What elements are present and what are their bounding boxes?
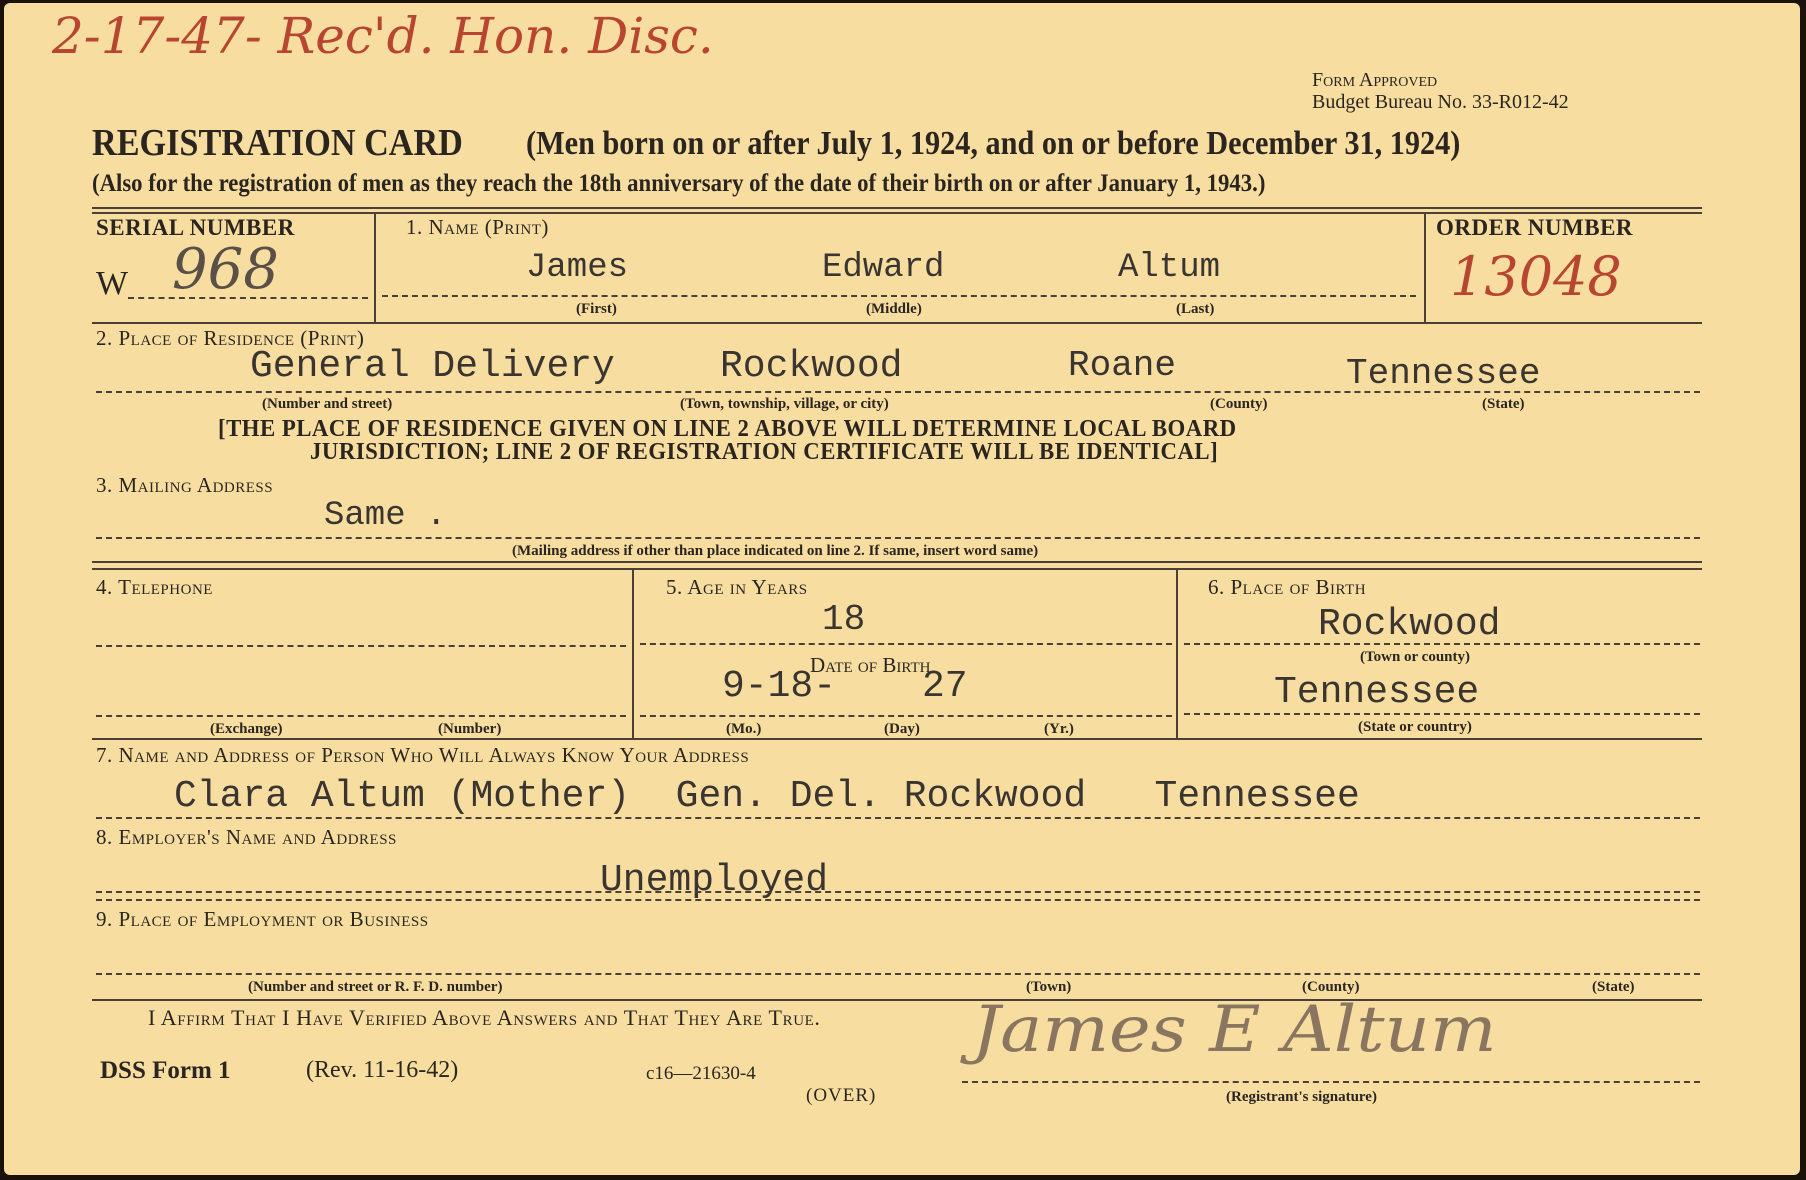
mailing-address-label: 3. Mailing Address bbox=[96, 473, 274, 497]
employment-street-caption: (Number and street or R. F. D. number) bbox=[248, 979, 503, 995]
telephone-label: 4. Telephone bbox=[96, 575, 213, 599]
residence-label: 2. Place of Residence (Print) bbox=[96, 326, 365, 350]
form-approved-label: Form Approved bbox=[1312, 69, 1438, 91]
place-of-birth-label: 6. Place of Birth bbox=[1208, 575, 1367, 599]
handwritten-annotation: 2-17-47- Rec'd. Hon. Disc. bbox=[52, 7, 714, 65]
employment-county-caption: (County) bbox=[1302, 979, 1360, 995]
card-title: REGISTRATION CARD bbox=[92, 122, 463, 164]
birth-state-caption: (State or country) bbox=[1358, 719, 1472, 735]
budget-bureau-number: Budget Bureau No. 33-R012-42 bbox=[1312, 91, 1569, 113]
print-code: c16—21630-4 bbox=[646, 1063, 756, 1084]
card-subtitle: (Also for the registration of men as they reach the 18th anniversary of the date of their birth on or after January 1, 1943.) bbox=[92, 170, 1266, 197]
signature-caption: (Registrant's signature) bbox=[1226, 1089, 1377, 1105]
contact-person-value: Clara Altum (Mother) Gen. Del. Rockwood Tennessee bbox=[174, 775, 1360, 818]
contact-person-label: 7. Name and Address of Person Who Will Always Know Your Address bbox=[96, 743, 750, 767]
over-note: (OVER) bbox=[806, 1085, 877, 1106]
residence-state-caption: (State) bbox=[1482, 396, 1525, 412]
card-title-eligibility: (Men born on or after July 1, 1924, and on or before December 31, 1924) bbox=[526, 125, 1461, 162]
employer-value: Unemployed bbox=[600, 859, 829, 902]
telephone-exchange-caption: (Exchange) bbox=[210, 721, 283, 737]
date-of-birth-label: Date of Birth bbox=[810, 653, 931, 677]
telephone-number-caption: (Number) bbox=[438, 721, 502, 737]
form-id: DSS Form 1 bbox=[100, 1057, 231, 1084]
residence-county-caption: (County) bbox=[1210, 396, 1268, 412]
birth-year-value: 27 bbox=[922, 665, 968, 708]
birth-month-caption: (Mo.) bbox=[726, 721, 762, 737]
birth-town-value: Rockwood bbox=[1318, 603, 1501, 646]
birth-year-caption: (Yr.) bbox=[1044, 721, 1074, 737]
residence-street-value: General Delivery bbox=[250, 345, 615, 388]
name-label: 1. Name (Print) bbox=[406, 215, 549, 239]
age-label: 5. Age in Years bbox=[666, 575, 808, 599]
registration-card bbox=[4, 3, 1800, 1175]
serial-number-value: 968 bbox=[172, 237, 279, 302]
registrant-signature: James E Altum bbox=[972, 993, 1497, 1067]
residence-street-caption: (Number and street) bbox=[262, 396, 393, 412]
serial-number-label: SERIAL NUMBER bbox=[96, 215, 295, 240]
employment-town-caption: (Town) bbox=[1026, 979, 1072, 995]
residence-notice-line2: JURISDICTION; LINE 2 OF REGISTRATION CERTIFICATE WILL BE IDENTICAL] bbox=[310, 439, 1219, 465]
birth-town-caption: (Town or county) bbox=[1360, 649, 1471, 665]
form-revision: (Rev. 11-16-42) bbox=[306, 1057, 459, 1083]
mailing-address-caption: (Mailing address if other than place indicated on line 2. If same, insert word same) bbox=[512, 543, 1039, 559]
employer-label: 8. Employer's Name and Address bbox=[96, 825, 397, 849]
mailing-address-value: Same . bbox=[324, 497, 447, 535]
employment-state-caption: (State) bbox=[1592, 979, 1635, 995]
middle-name-caption: (Middle) bbox=[866, 301, 922, 317]
first-name-value: James bbox=[526, 249, 629, 287]
last-name-value: Altum bbox=[1118, 249, 1221, 287]
residence-town-caption: (Town, township, village, or city) bbox=[680, 396, 889, 412]
residence-state-value: Tennessee bbox=[1346, 353, 1541, 394]
residence-notice-line1: [THE PLACE OF RESIDENCE GIVEN ON LINE 2 ABOVE WILL DETERMINE LOCAL BOARD bbox=[218, 416, 1237, 442]
middle-name-value: Edward bbox=[822, 249, 945, 287]
birth-month-day-value: 9-18- bbox=[722, 665, 837, 708]
order-number-label: ORDER NUMBER bbox=[1436, 215, 1634, 240]
order-number-value: 13048 bbox=[1450, 245, 1622, 308]
residence-county-value: Roane bbox=[1068, 345, 1177, 386]
place-of-employment-label: 9. Place of Employment or Business bbox=[96, 907, 429, 931]
serial-prefix: W bbox=[96, 265, 129, 302]
birth-state-value: Tennessee bbox=[1274, 671, 1480, 714]
residence-town-value: Rockwood bbox=[720, 345, 903, 388]
affirmation-statement: I Affirm That I Have Verified Above Answers and That They Are True. bbox=[148, 1005, 821, 1030]
age-value: 18 bbox=[822, 599, 866, 640]
birth-day-caption: (Day) bbox=[884, 721, 920, 737]
last-name-caption: (Last) bbox=[1176, 301, 1215, 317]
first-name-caption: (First) bbox=[576, 301, 617, 317]
